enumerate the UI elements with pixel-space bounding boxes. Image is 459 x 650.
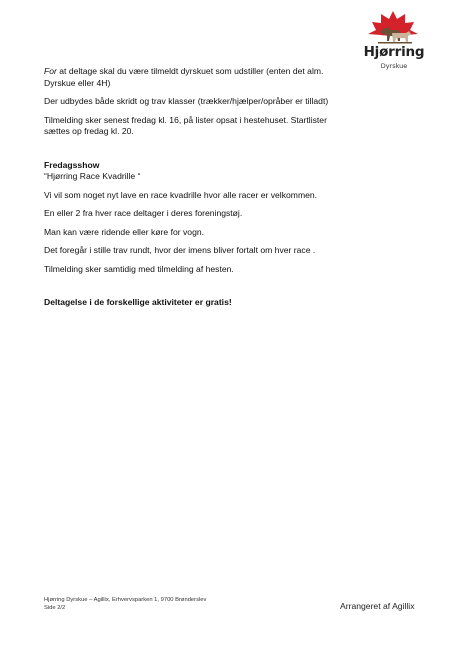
- intro-paragraph-3: Tilmelding sker senest fredag kl. 16, på lister opsat i hestehuset. Startlister sættes op fredag kl. 20.: [44, 114, 327, 136]
- section-paragraph-3: Man kan være ridende eller køre for vogn.: [44, 226, 205, 237]
- footer-page-number: Side 2/2: [44, 605, 66, 611]
- section-subtitle: “Hjørring Race Kvadrille “: [44, 171, 141, 181]
- section-paragraph-4: Det foregår i stille trav rundt, hvor der imens bliver fortalt om hver race .: [44, 245, 316, 255]
- intro-paragraph-1-text: at deltage skal du være tilmeldt dyrskuet som udstiller (enten det alm. Dyrskue eller 4H): [44, 66, 324, 88]
- section-paragraph-2: En eller 2 fra hver race deltager i deres foreningstøj.: [44, 208, 243, 218]
- intro-paragraph-1: [44, 66, 344, 89]
- section-paragraph-1: Vi vil som noget nyt lave en race kvadrille hvor alle racer er velkommen.: [44, 189, 318, 200]
- section-heading: Fredagsshow: [44, 159, 100, 170]
- document-body: [44, 66, 364, 309]
- logo-subtitle: Dyrskue: [380, 62, 408, 70]
- logo-title: Hjørring: [363, 44, 425, 60]
- footer-organizer: Arrangeret af Agillix: [340, 601, 415, 611]
- intro-first-word: For: [44, 66, 57, 76]
- intro-paragraph-2: Der udbydes både skridt og trav klasser (trækker/hjælper/opråber er tilladt): [44, 96, 329, 106]
- footer-left: [44, 596, 206, 612]
- section-paragraph-5: Tilmelding sker samtidig med tilmelding af hesten.: [44, 263, 234, 274]
- closing-statement: Deltagelse i de forskellige aktiviteter er gratis!: [44, 297, 232, 307]
- footer-address: Hjørring Dyrskue – Agillix, Erhvervsparken 1, 9700 Brønderslev: [44, 597, 207, 603]
